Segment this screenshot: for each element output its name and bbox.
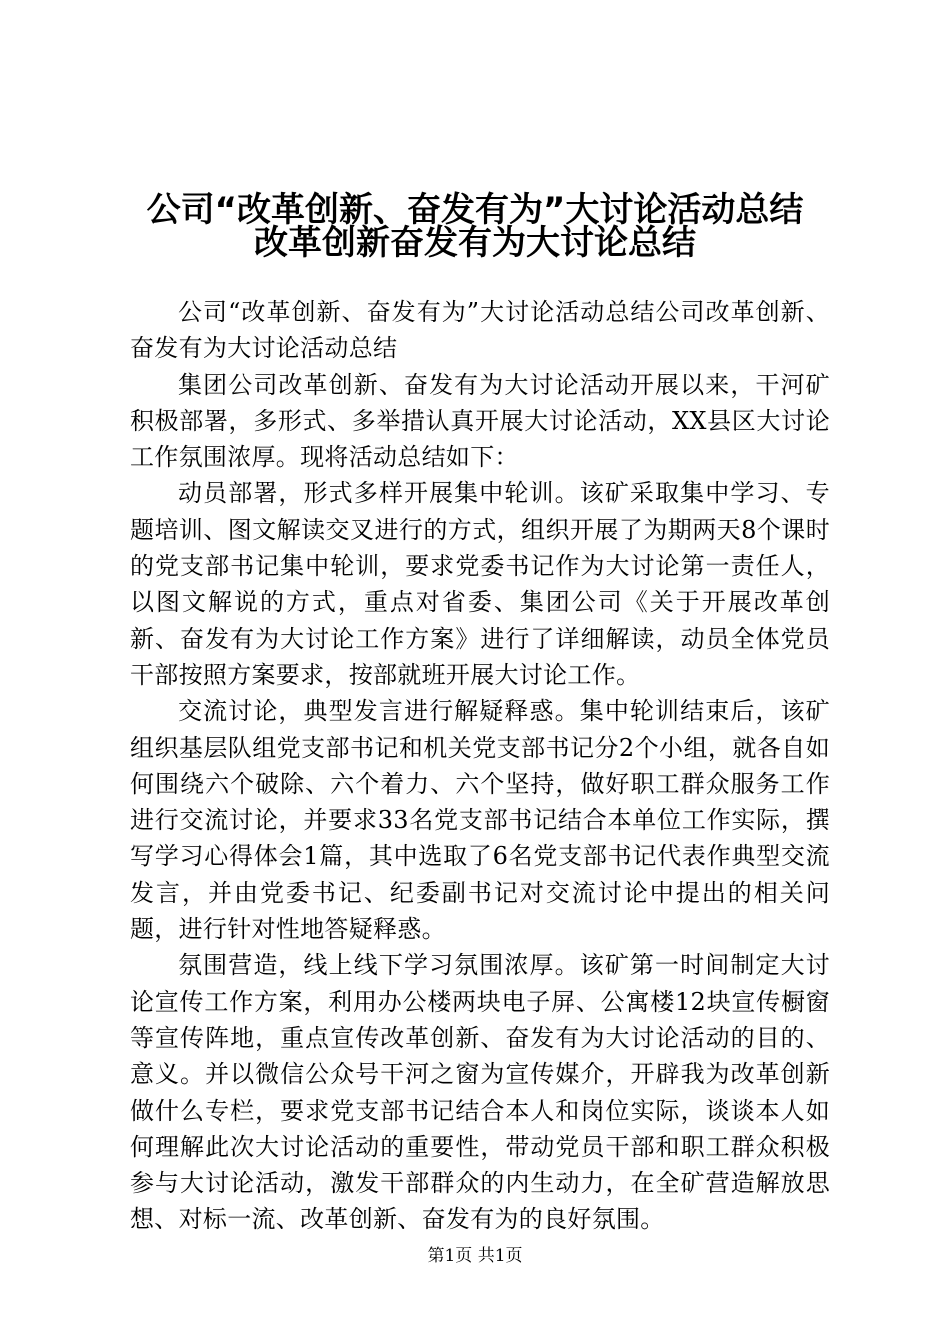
- document-body: [130, 294, 830, 1238]
- paragraph-discussion: 交流讨论，典型发言进行解疑释惑。集中轮训结束后，该矿组织基层队组党支部书记和机关党支部书记分2个小组，就各自如何围绕六个破除、六个着力、六个坚持，做好职工群众服务工作进行交流讨论，并要求33名党支部书记结合本单位工作实际，撰写学习心得体会1篇，其中选取了6名党支部书记代表作典型交流发言，并由党委书记、纪委副书记对交流讨论中提出的相关问题，进行针对性地答疑释惑。: [130, 697, 830, 944]
- document-subtitle: 改革创新奋发有为大讨论总结: [254, 223, 696, 263]
- paragraph-mobilization: 动员部署，形式多样开展集中轮训。该矿采取集中学习、专题培训、图文解读交叉进行的方式，组织开展了为期两天8个课时的党支部书记集中轮训，要求党委书记作为大讨论第一责任人，以图文解说的方式，重点对省委、集团公司《关于开展改革创新、奋发有为大讨论工作方案》进行了详细解读，动员全体党员干部按照方案要求，按部就班开展大讨论工作。: [130, 479, 830, 689]
- page-footer: 第1页 共1页: [427, 1246, 523, 1266]
- paragraph-overview: 集团公司改革创新、奋发有为大讨论活动开展以来，干河矿积极部署，多形式、多举措认真开展大讨论活动，XX县区大讨论工作氛围浓厚。现将活动总结如下：: [130, 370, 830, 472]
- paragraph-atmosphere: 氛围营造，线上线下学习氛围浓厚。该矿第一时间制定大讨论宣传工作方案，利用办公楼两块电子屏、公寓楼12块宣传橱窗等宣传阵地，重点宣传改革创新、奋发有为大讨论活动的目的、意义。并以微信公众号干河之窗为宣传媒介，开辟我为改革创新做什么专栏，要求党支部书记结合本人和岗位实际，谈谈本人如何理解此次大讨论活动的重要性，带动党员干部和职工群众积极参与大讨论活动，激发干部群众的内生动力，在全矿营造解放思想、对标一流、改革创新、奋发有为的良好氛围。: [130, 951, 830, 1234]
- document-title: 公司“改革创新、奋发有为”大讨论活动总结: [146, 190, 804, 230]
- paragraph-intro: 公司“改革创新、奋发有为”大讨论活动总结公司改革创新、奋发有为大讨论活动总结: [130, 298, 830, 363]
